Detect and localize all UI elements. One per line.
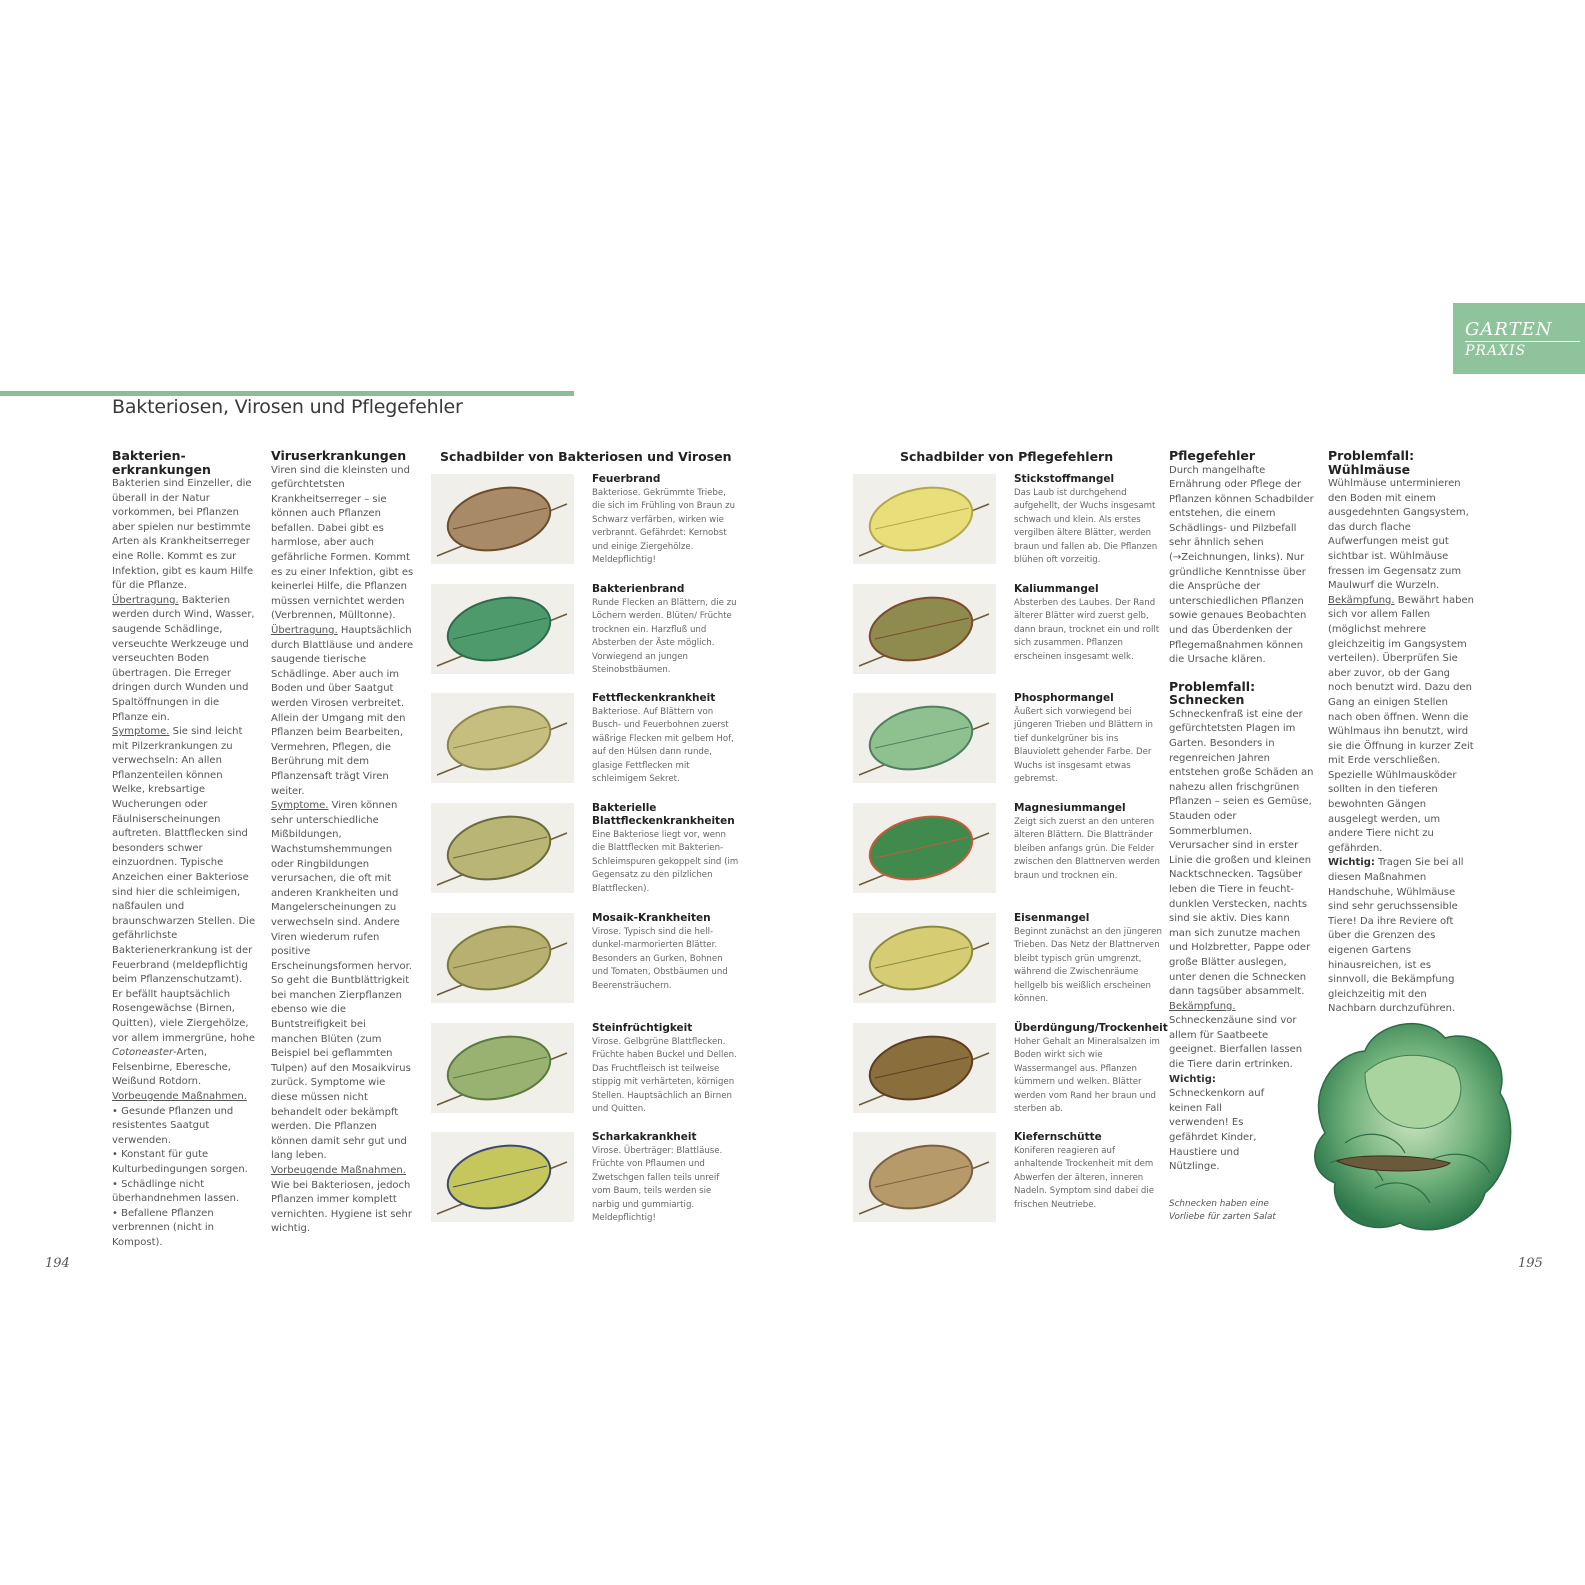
schadbild-bv-description [592,473,740,567]
schadbild-bv-text: Virose. Überträger: Blattläuse. Früchte von Pflaumen und Zwetschgen fallen teils unreif vom Baum, teils werden sie narbig und gummiartig. Meldepflichtig! [592,1146,723,1224]
tab-line-1: GARTEN [1465,319,1553,340]
column-bakterien [112,449,257,1250]
schadbild-bv-illustration [431,693,574,783]
schadbild-bv-description [592,1131,740,1225]
schadbild-bv-text: Runde Flecken an Blättern, die zu Löchern werden. Blüten/ Früchte trocknen ein. Harzfluß und Absterben der Äste möglich. Vorwiegend an jungen Steinobstbäumen. [592,598,737,676]
wuehlmaeuse-koeder: Spezielle Wühlmausköder sollten in den tieferen bewohnten Gängen ausgelegt werden, um andere Tiere nicht zu gefährden. [1328,769,1457,854]
schadbild-pf-description [1014,1131,1162,1212]
schadbild-bv-text: Virose. Gelbgrüne Blattflecken. Früchte haben Buckel und Dellen. Das Fruchtfleisch ist teilweise stippig mit verhärteten, körnigen Stellen. Hauptsächlich an Birnen und Quitten. [592,1037,737,1115]
schadbild-bv-title: Mosaik-Krankheiten [592,912,711,924]
viren-uebertragung: Übertragung. Hauptsächlich durch Blattläuse und andere saugende tierische Schädlinge. Aber auch im Boden und über Saatgut werden Virosen verbreitet. Allein der Umgang mit den Pflanzen beim Bearbeiten, Vermehren, Pflegen, die Berührung mit dem Pflanzensaft trägt Viren weiter. [271,625,414,797]
pflegefehler-heading: Pflegefehler [1169,448,1256,463]
schadbild-pf-description [1014,802,1162,883]
schadbild-pf-illustration [853,693,996,783]
schadbild-pf-illustration [853,474,996,564]
schadbild-pf-title: Magnesiummangel [1014,802,1126,814]
schadbild-pf-title: Phosphormangel [1014,692,1114,704]
schnecken-bekaempfung: Bekämpfung. Schneckenzäune sind vor allem für Saatbeete geeignet. Bierfallen lassen die Tiere darin ertrinken. [1169,1000,1303,1071]
schadbilder-pf-heading: Schadbilder von Pflegefehlern [900,449,1114,464]
schadbild-pf-illustration [853,803,996,893]
list-item: • Befallene Pflanzen verbrennen (nicht in Kompost). [112,1207,257,1251]
column-wuehlmaeuse [1328,449,1474,1017]
bakterien-symptome: Symptome. Sie sind leicht mit Pilzerkrankungen zu verwechseln: An allen Pflanzenteilen können Welke, krebsartige Wucherungen oder Fäulniserscheinungen auftreten. Blattflecken sind besonders schwer einzuordnen. Typische Anzeichen einer Bakteriose sind hier die schleimigen, naßfaulen und braunschwarzen Stellen. Die gefährlichste Bakterienerkrankung ist der Feuerbrand (meldepflichtig beim Pflanzenschutzamt). [112,726,256,986]
list-item: • Konstant für gute Kulturbedingungen sorgen. [112,1148,257,1177]
column-pflegefehler [1169,449,1314,1175]
schnecken-heading: Problemfall: Schnecken [1169,678,1256,708]
list-item: • Schädlinge nicht überhandnehmen lassen. [112,1178,257,1207]
schadbild-pf-text: Äußert sich vorwiegend bei jüngeren Trieben und Blättern in tief dunkelgrüner bis ins Blauviolett gehender Farbe. Der Wuchs ist insgesamt etwas gebremst. [1014,707,1153,785]
schadbild-pf-illustration [853,584,996,674]
schnecken-verursacher: Verursacher sind in erster Linie die großen und kleinen Nacktschnecken. Tagsüber leben die Tiere in feucht-dunklen Verstecken, nachts sind sie aktiv. Dies kann man sich zunutze machen und Holzbretter, Pappe oder große Blätter auslegen, unter denen die Schnecken dann tagsüber absammelt. [1169,840,1312,998]
schadbilder-bv-heading: Schadbilder von Bakteriosen und Virosen [440,449,732,464]
schadbild-bv-text: Bakteriose. Auf Blättern von Busch- und Feuerbohnen zuerst wäßrige Flecken mit gelbem Hof, auf den Hülsen dann runde, glasige Fettflecken mit schleimigem Sekret. [592,707,734,785]
bakterien-heading: Bakterien- erkrankungen [112,448,211,477]
viren-vorbeugung: Vorbeugende Maßnahmen. Wie bei Bakteriosen, jedoch Pflanzen immer komplett vernichten. Hygiene ist sehr wichtig. [271,1165,413,1235]
schadbild-bv-title: Scharkakrankheit [592,1131,697,1143]
section-tab [1453,303,1585,374]
wuehlmaeuse-heading: Problemfall: Wühlmäuse [1328,448,1415,477]
schadbild-pf-text: Beginnt zunächst an den jüngeren Trieben. Das Netz der Blattnerven bleibt typisch grün umgrenzt, während die Zwischenräume hellgelb bis weißlich erscheinen können. [1014,927,1162,1005]
schadbild-bv-title: Steinfrüchtigkeit [592,1022,693,1034]
schadbild-bv-description [592,802,740,896]
schadbild-pf-description [1014,912,1162,1006]
schadbild-bv-illustration [431,1132,574,1222]
schadbild-pf-text: Zeigt sich zuerst an den unteren älteren Blättern. Die Blattränder bleiben anfangs grün. Die Felder zwischen den Blattnerven werden braun und trocknen ein. [1014,817,1160,881]
schadbild-bv-text: Virose. Typisch sind die hell-dunkel-marmorierten Blätter. Besonders an Gurken, Bohnen und Tomaten, Obstbäumen und Beerensträuchern. [592,927,728,991]
viren-symptome: Symptome. Viren können sehr unterschiedliche Mißbildungen, Wachstumshemmungen oder Ringbildungen verursachen, die oft mit anderen Krankheiten und Mangelerscheinungen zu verwechseln sind. Andere Viren wiederum rufen positive Erscheinungsformen hervor. So geht die Buntblättrigkeit bei manchen Zierpflanzen ebenso wie die Buntstreifigkeit bei manchen Blüten (zum Beispiel bei geflammten Tulpen) auf den Mosaikvirus zurück. Symptome wie diese müssen nicht behandelt oder bekämpft werden. Die Pflanzen können damit sehr gut und lang leben. [271,800,412,1162]
schadbild-pf-illustration [853,1023,996,1113]
wuehlmaeuse-wichtig: Wichtig: Tragen Sie bei all diesen Maßnahmen Handschuhe, Wühlmäuse sind sehr geruchssensible Tiere! Da ihre Reviere oft über die Grenzen des eigenen Gartens hinausreichen, ist es sinnvoll, die Bekämpfung gleichzeitig mit den Nachbarn durchzuführen. [1328,857,1464,1015]
tab-divider [1465,341,1580,342]
tab-line-2: PRAXIS [1465,343,1527,359]
schadbild-bv-description [592,1022,740,1116]
schadbild-pf-illustration [853,913,996,1003]
schadbild-bv-illustration [431,913,574,1003]
wuehlmaeuse-bekaempfung: Bekämpfung. Bewährt haben sich vor allem Fallen (möglichst mehrere gleichzeitig im Gangsystem verteilen). Überprüfen Sie aber zuvor, ob der Gang noch benutzt wird. Dazu den Gang an einigen Stellen nach oben öffnen. Wenn die Wühlmaus ihn benutzt, wird sie die Öffnung in kurzer Zeit mit Erde verschließen. [1328,594,1474,767]
schadbild-bv-description [592,692,740,786]
schadbild-pf-title: Überdüngung/Trockenheit [1014,1022,1168,1034]
page-number-left: 194 [45,1256,70,1271]
bakterien-intro: Bakterien sind Einzeller, die überall in der Natur vorkommen, bei Pflanzen aber spielen nur bestimmte Arten als Krankheitserreger eine Rolle. Kommt es zur Infektion, gibt es kaum Hilfe für die Pflanze. [112,478,254,592]
page-title: Bakteriosen, Virosen und Pflegefehler [112,396,463,418]
schadbild-bv-illustration [431,1023,574,1113]
schadbild-bv-description [592,583,740,677]
salad-caption: Schnecken haben eine Vorliebe für zarten Salat [1169,1199,1276,1222]
schadbild-pf-description [1014,583,1162,664]
schadbild-pf-text: Das Laub ist durchgehend aufgehellt, der Wuchs insgesamt schwach und klein. Als erstes vergilben ältere Blätter, werden braun und fallen ab. Die Pflanzen blühen oft vorzeitig. [1014,488,1158,566]
schadbild-pf-text: Koniferen reagieren auf anhaltende Trockenheit mit dem Abwerfen der älteren, inneren Nadeln. Symptom sind dabei die frischen Neutriebe. [1014,1146,1155,1210]
schadbild-bv-description [592,912,740,993]
schadbild-bv-title: Bakterielle Blattfleckenkrankheiten [592,802,735,827]
schadbild-bv-illustration [431,474,574,564]
wuehlmaeuse-text: Wühlmäuse unterminieren den Boden mit einem ausgedehnten Gangsystem, das durch flache Aufwerfungen meist gut sichtbar ist. Wühlmäuse fressen im Gegensatz zum Maulwurf die Wurzeln. [1328,478,1469,592]
schadbild-bv-title: Fettfleckenkrankheit [592,692,716,704]
bakterien-uebertragung: Übertragung. Bakterien werden durch Wind, Wasser, saugende Schädlinge, verseuchte Werkzeuge und verseuchten Boden übertragen. Die Erreger dringen durch Wunden und Spaltöffnungen in die Pflanze ein. [112,594,255,723]
schadbild-pf-description [1014,692,1162,786]
viren-heading: Viruserkrankungen [271,448,407,463]
schadbild-pf-illustration [853,1132,996,1222]
schadbild-pf-text: Hoher Gehalt an Mineralsalzen im Boden wirkt sich wie Wassermangel aus. Pflanzen kümmern und welken. Blätter werden vom Rand her braun und sterben ab. [1014,1037,1160,1115]
schadbild-pf-title: Stickstoffmangel [1014,473,1115,485]
column-viren [271,449,415,1237]
schnecken-wichtig: Wichtig: Schneckenkorn auf keinen Fall verwenden! Es gefährdet Kinder, Haustiere und Nützlinge. [1169,1073,1265,1173]
schadbild-pf-title: Kaliummangel [1014,583,1099,595]
schadbild-pf-description [1014,473,1162,567]
schadbild-bv-title: Feuerbrand [592,473,661,485]
schadbild-bv-illustration [431,584,574,674]
schadbild-pf-text: Absterben des Laubes. Der Rand älterer Blätter wird zuerst gelb, dann braun, trocknet ein und rollt sich zusammen. Pflanzen erscheinen insgesamt welk. [1014,598,1160,662]
viren-intro: Viren sind die kleinsten und gefürchtetsten Krankheitserreger – sie können auch Pflanzen befallen. Dabei gibt es harmlose, aber auch gefährliche Formen. Kommt es zu einer Infektion, gibt es keinerlei Hilfe, die Pflanzen müssen vernichtet werden (Verbrennen, Mülltonne). [271,464,414,622]
bakterien-befaellt: Er befällt hauptsächlich Rosengewächse (Birnen, Quitten), viele Ziergehölze, vor allem immergrüne, hohe Cotoneaster-Arten, Felsenbirne, Eberesche, Weißund Rotdorn. [112,988,256,1088]
lettuce-illustration [1305,1013,1520,1243]
bakterien-vorbeugung-label: Vorbeugende Maßnahmen. [112,1090,247,1102]
schadbild-bv-illustration [431,803,574,893]
list-item: • Gesunde Pflanzen und resistentes Saatgut verwenden. [112,1105,257,1149]
page-number-right: 195 [1518,1256,1543,1271]
pflegefehler-text: Durch mangelhafte Ernährung oder Pflege der Pflanzen können Schadbilder entstehen, die einem Schädlings- und Pilzbefall sehr ähnlich sehen (→Zeichnungen, links). Nur gründliche Kenntnisse über die Ansprüche der unterschiedlichen Pflanzen sowie genaues Beobachten und das Überdenken der Pflegemaßnahmen können die Ursache klären. [1169,464,1314,666]
schadbild-pf-description [1014,1022,1168,1116]
schadbild-bv-title: Bakterienbrand [592,583,685,595]
schadbild-bv-text: Bakteriose. Gekrümmte Triebe, die sich im Frühling von Braun zu Schwarz verfärben, wirken wie verbrannt. Gefährdet: Kernobst und einige Ziergehölze. Meldepflichtig! [592,488,736,566]
schadbild-pf-title: Eisenmangel [1014,912,1090,924]
bakterien-bullets [112,1105,257,1251]
schadbild-pf-title: Kiefernschütte [1014,1131,1102,1143]
schnecken-text: Schneckenfraß ist eine der gefürchtetsten Plagen im Garten. Besonders in regenreichen Jahren entstehen große Schäden an nahezu allen frischgrünen Pflanzen – seien es Gemüse, Stauden oder Sommerblumen. [1169,708,1314,837]
schadbild-bv-text: Eine Bakteriose liegt vor, wenn die Blattflecken mit Bakterien-Schleimspuren gekoppelt sind (im Gegensatz zu den pilzlichen Blattflecken). [592,830,739,894]
